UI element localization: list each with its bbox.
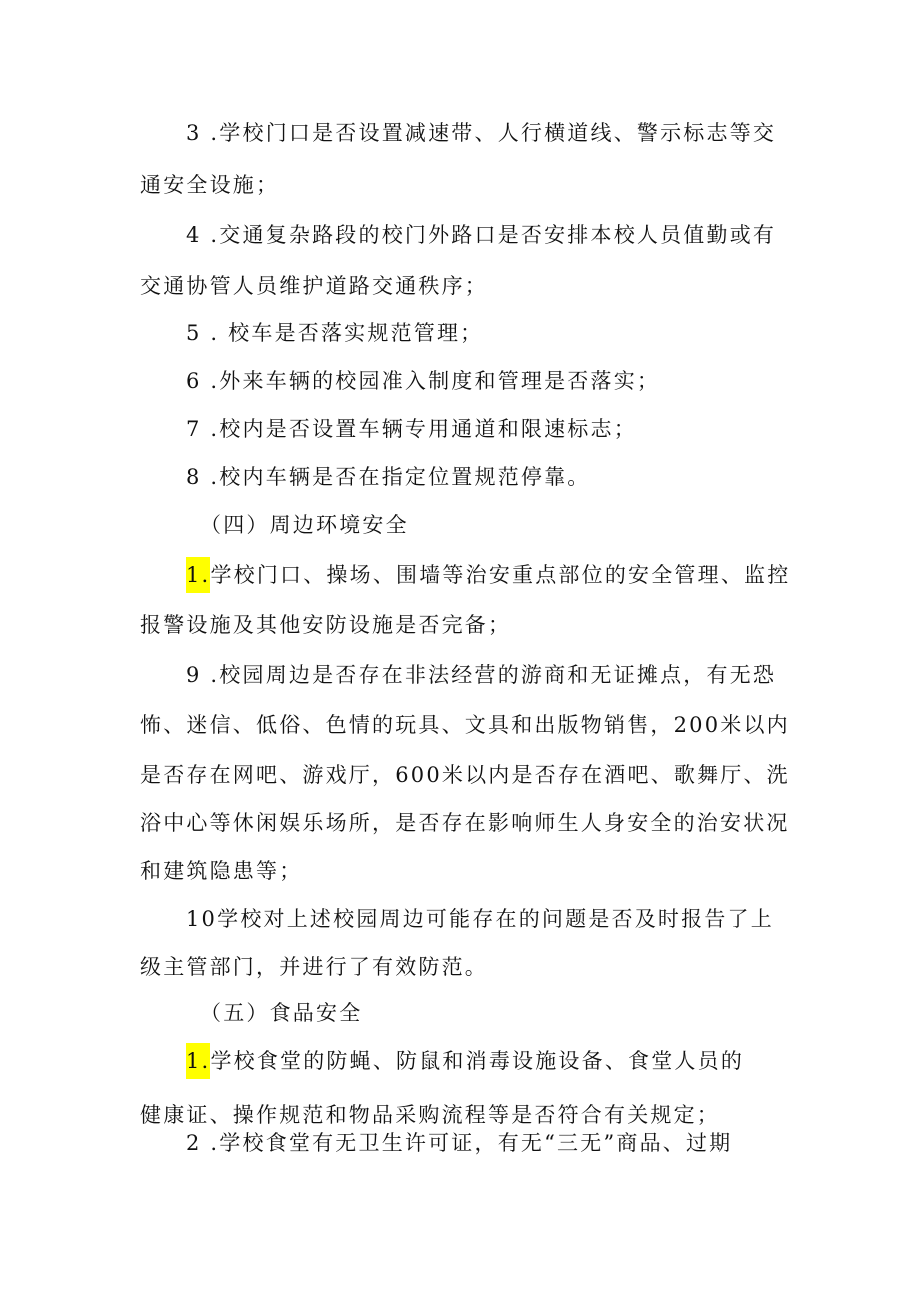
item-4-line-2: 交通协管人员维护道路交通秩序； — [140, 274, 488, 298]
item-4-line-1: 4 .交通复杂路段的校门外路口是否安排本校人员值勤或有 — [186, 223, 777, 247]
item-3-line-2: 通安全设施； — [140, 173, 280, 197]
item-9-line-3: 是否存在网吧、游戏厅，600米以内是否存在酒吧、歌舞厅、洗 — [140, 763, 790, 787]
section-5-item-1-text: 学校食堂的防蝇、防鼠和消毒设施设备、食堂人员的 — [210, 1049, 745, 1073]
section-5-item-2-line-1: 2 .学校食堂有无卫生许可证，有无“三无”商品、过期 — [186, 1131, 733, 1155]
section-4-item-1-line-1 — [186, 560, 790, 590]
item-3-line-1: 3 .学校门口是否设置减速带、人行横道线、警示标志等交 — [186, 121, 777, 145]
item-10-line-2: 级主管部门，并进行了有效防范。 — [140, 955, 488, 979]
item-9-line-1: 9 .校园周边是否存在非法经营的游商和无证摊点，有无恐 — [186, 663, 777, 687]
section-4-item-1-line-2: 报警设施及其他安防设施是否完备； — [140, 613, 512, 637]
item-10-line-1: 10学校对上述校园周边可能存在的问题是否及时报告了上 — [186, 907, 774, 931]
section-5-heading: （五）食品安全 — [200, 1001, 363, 1025]
item-9-line-2: 怖、迷信、低俗、色情的玩具、文具和出版物销售，200米以内 — [140, 713, 790, 737]
item-9-line-5: 和建筑隐患等； — [140, 859, 303, 883]
section-4-item-1-text: 学校门口、操场、围墙等治安重点部位的安全管理、监控 — [210, 563, 791, 587]
item-7: 7 .校内是否设置车辆专用通道和限速标志； — [186, 417, 637, 441]
item-9-line-4: 浴中心等休闲娱乐场所，是否存在影响师生人身安全的治安状况 — [140, 811, 790, 835]
highlighted-item-number: 1. — [186, 1043, 210, 1079]
item-5: 5 . 校车是否落实规范管理； — [186, 321, 484, 345]
section-4-heading: （四）周边环境安全 — [200, 513, 409, 537]
item-8: 8 .校内车辆是否在指定位置规范停靠。 — [186, 465, 591, 489]
item-6: 6 .外来车辆的校园准入制度和管理是否落实； — [186, 369, 661, 393]
section-5-item-1-line-2: 健康证、操作规范和物品采购流程等是否符合有关规定； — [140, 1103, 720, 1127]
section-5-item-1-line-1 — [186, 1046, 744, 1076]
highlighted-item-number: 1. — [186, 557, 210, 593]
